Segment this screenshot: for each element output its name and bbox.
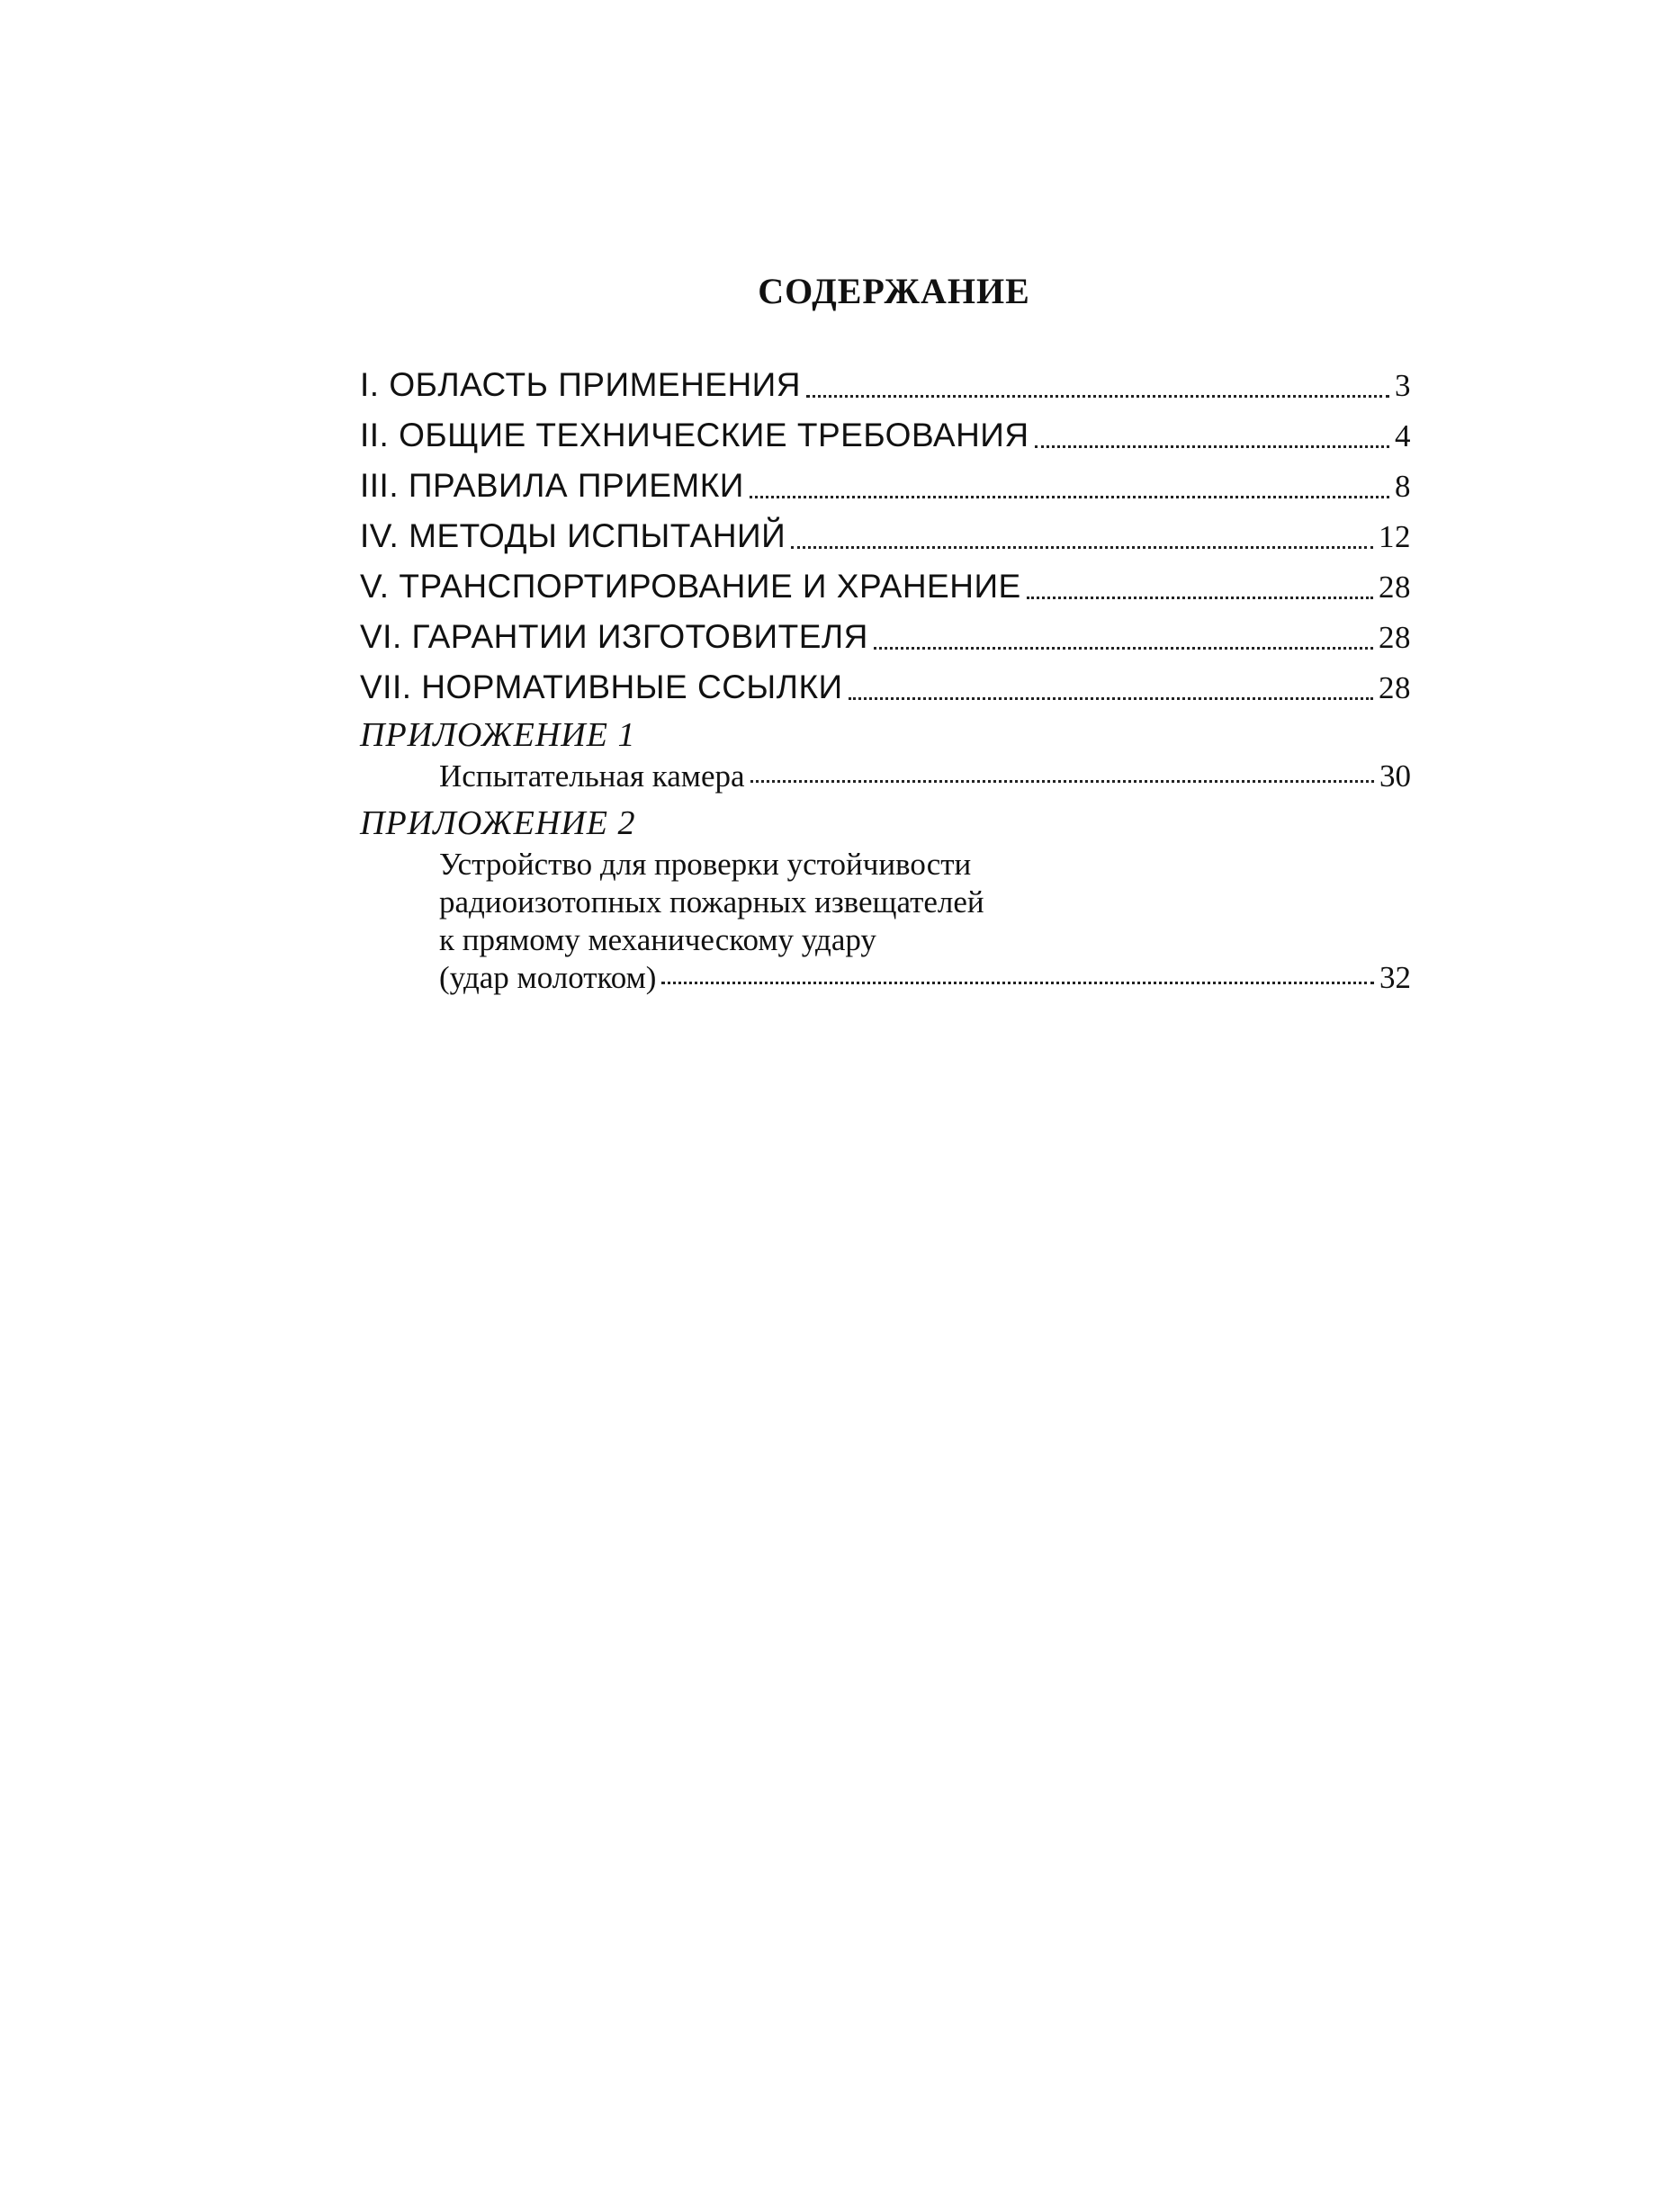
appendix-2-page: 32 bbox=[1379, 960, 1411, 995]
toc-entry-page: 4 bbox=[1395, 418, 1411, 453]
toc-entry[interactable] bbox=[360, 561, 1411, 612]
toc-entry-page: 28 bbox=[1379, 620, 1411, 655]
toc-entry-page: 8 bbox=[1395, 469, 1411, 504]
toc-entry[interactable] bbox=[360, 662, 1411, 713]
toc-entry-label: V. ТРАНСПОРТИРОВАНИЕ И ХРАНЕНИЕ bbox=[360, 568, 1021, 605]
toc-entry[interactable] bbox=[360, 410, 1411, 461]
dot-leader bbox=[750, 496, 1389, 498]
toc-entry-page: 28 bbox=[1379, 670, 1411, 705]
dot-leader bbox=[806, 395, 1389, 398]
appendix-2-heading: ПРИЛОЖЕНИЕ 2 bbox=[360, 804, 636, 842]
toc-entry-page: 28 bbox=[1379, 570, 1411, 605]
dot-leader bbox=[750, 780, 1374, 783]
dot-leader bbox=[874, 647, 1373, 650]
toc-entry[interactable] bbox=[360, 612, 1411, 662]
dot-leader bbox=[791, 546, 1373, 549]
appendix-1-entry[interactable] bbox=[360, 758, 1411, 795]
appendix-2-last-line: (удар молотком) bbox=[439, 960, 657, 995]
toc-entry[interactable] bbox=[360, 461, 1411, 511]
toc-entry-label: IV. МЕТОДЫ ИСПЫТАНИЙ bbox=[360, 517, 786, 554]
dot-leader bbox=[1035, 445, 1389, 448]
table-of-contents bbox=[360, 360, 1411, 997]
toc-entry-page: 12 bbox=[1379, 519, 1411, 554]
dot-leader bbox=[661, 982, 1374, 984]
toc-entry-label: VI. ГАРАНТИИ ИЗГОТОВИТЕЛЯ bbox=[360, 618, 868, 655]
appendix-1-label: Испытательная камера bbox=[439, 758, 745, 794]
dot-leader bbox=[849, 697, 1373, 700]
appendix-1-page: 30 bbox=[1379, 758, 1411, 794]
appendix-2-line: радиоизотопных пожарных извещателей bbox=[439, 884, 984, 920]
toc-entry[interactable] bbox=[360, 360, 1411, 410]
dot-leader bbox=[1027, 597, 1373, 599]
toc-entry-label: III. ПРАВИЛА ПРИЕМКИ bbox=[360, 467, 744, 504]
appendix-2-entry[interactable] bbox=[360, 959, 1411, 997]
toc-entry-label: II. ОБЩИЕ ТЕХНИЧЕСКИЕ ТРЕБОВАНИЯ bbox=[360, 417, 1029, 453]
toc-entry-label: VII. НОРМАТИВНЫЕ ССЫЛКИ bbox=[360, 668, 843, 705]
appendix-2-line: Устройство для проверки устойчивости bbox=[439, 847, 972, 882]
appendix-2-line: к прямому механическому удару bbox=[439, 922, 876, 957]
toc-entry-label: I. ОБЛАСТЬ ПРИМЕНЕНИЯ bbox=[360, 366, 802, 403]
appendix-1-heading: ПРИЛОЖЕНИЕ 1 bbox=[360, 716, 636, 754]
toc-entry[interactable] bbox=[360, 511, 1411, 561]
toc-entry-page: 3 bbox=[1395, 368, 1411, 403]
page-title: СОДЕРЖАНИЕ bbox=[758, 271, 1030, 311]
